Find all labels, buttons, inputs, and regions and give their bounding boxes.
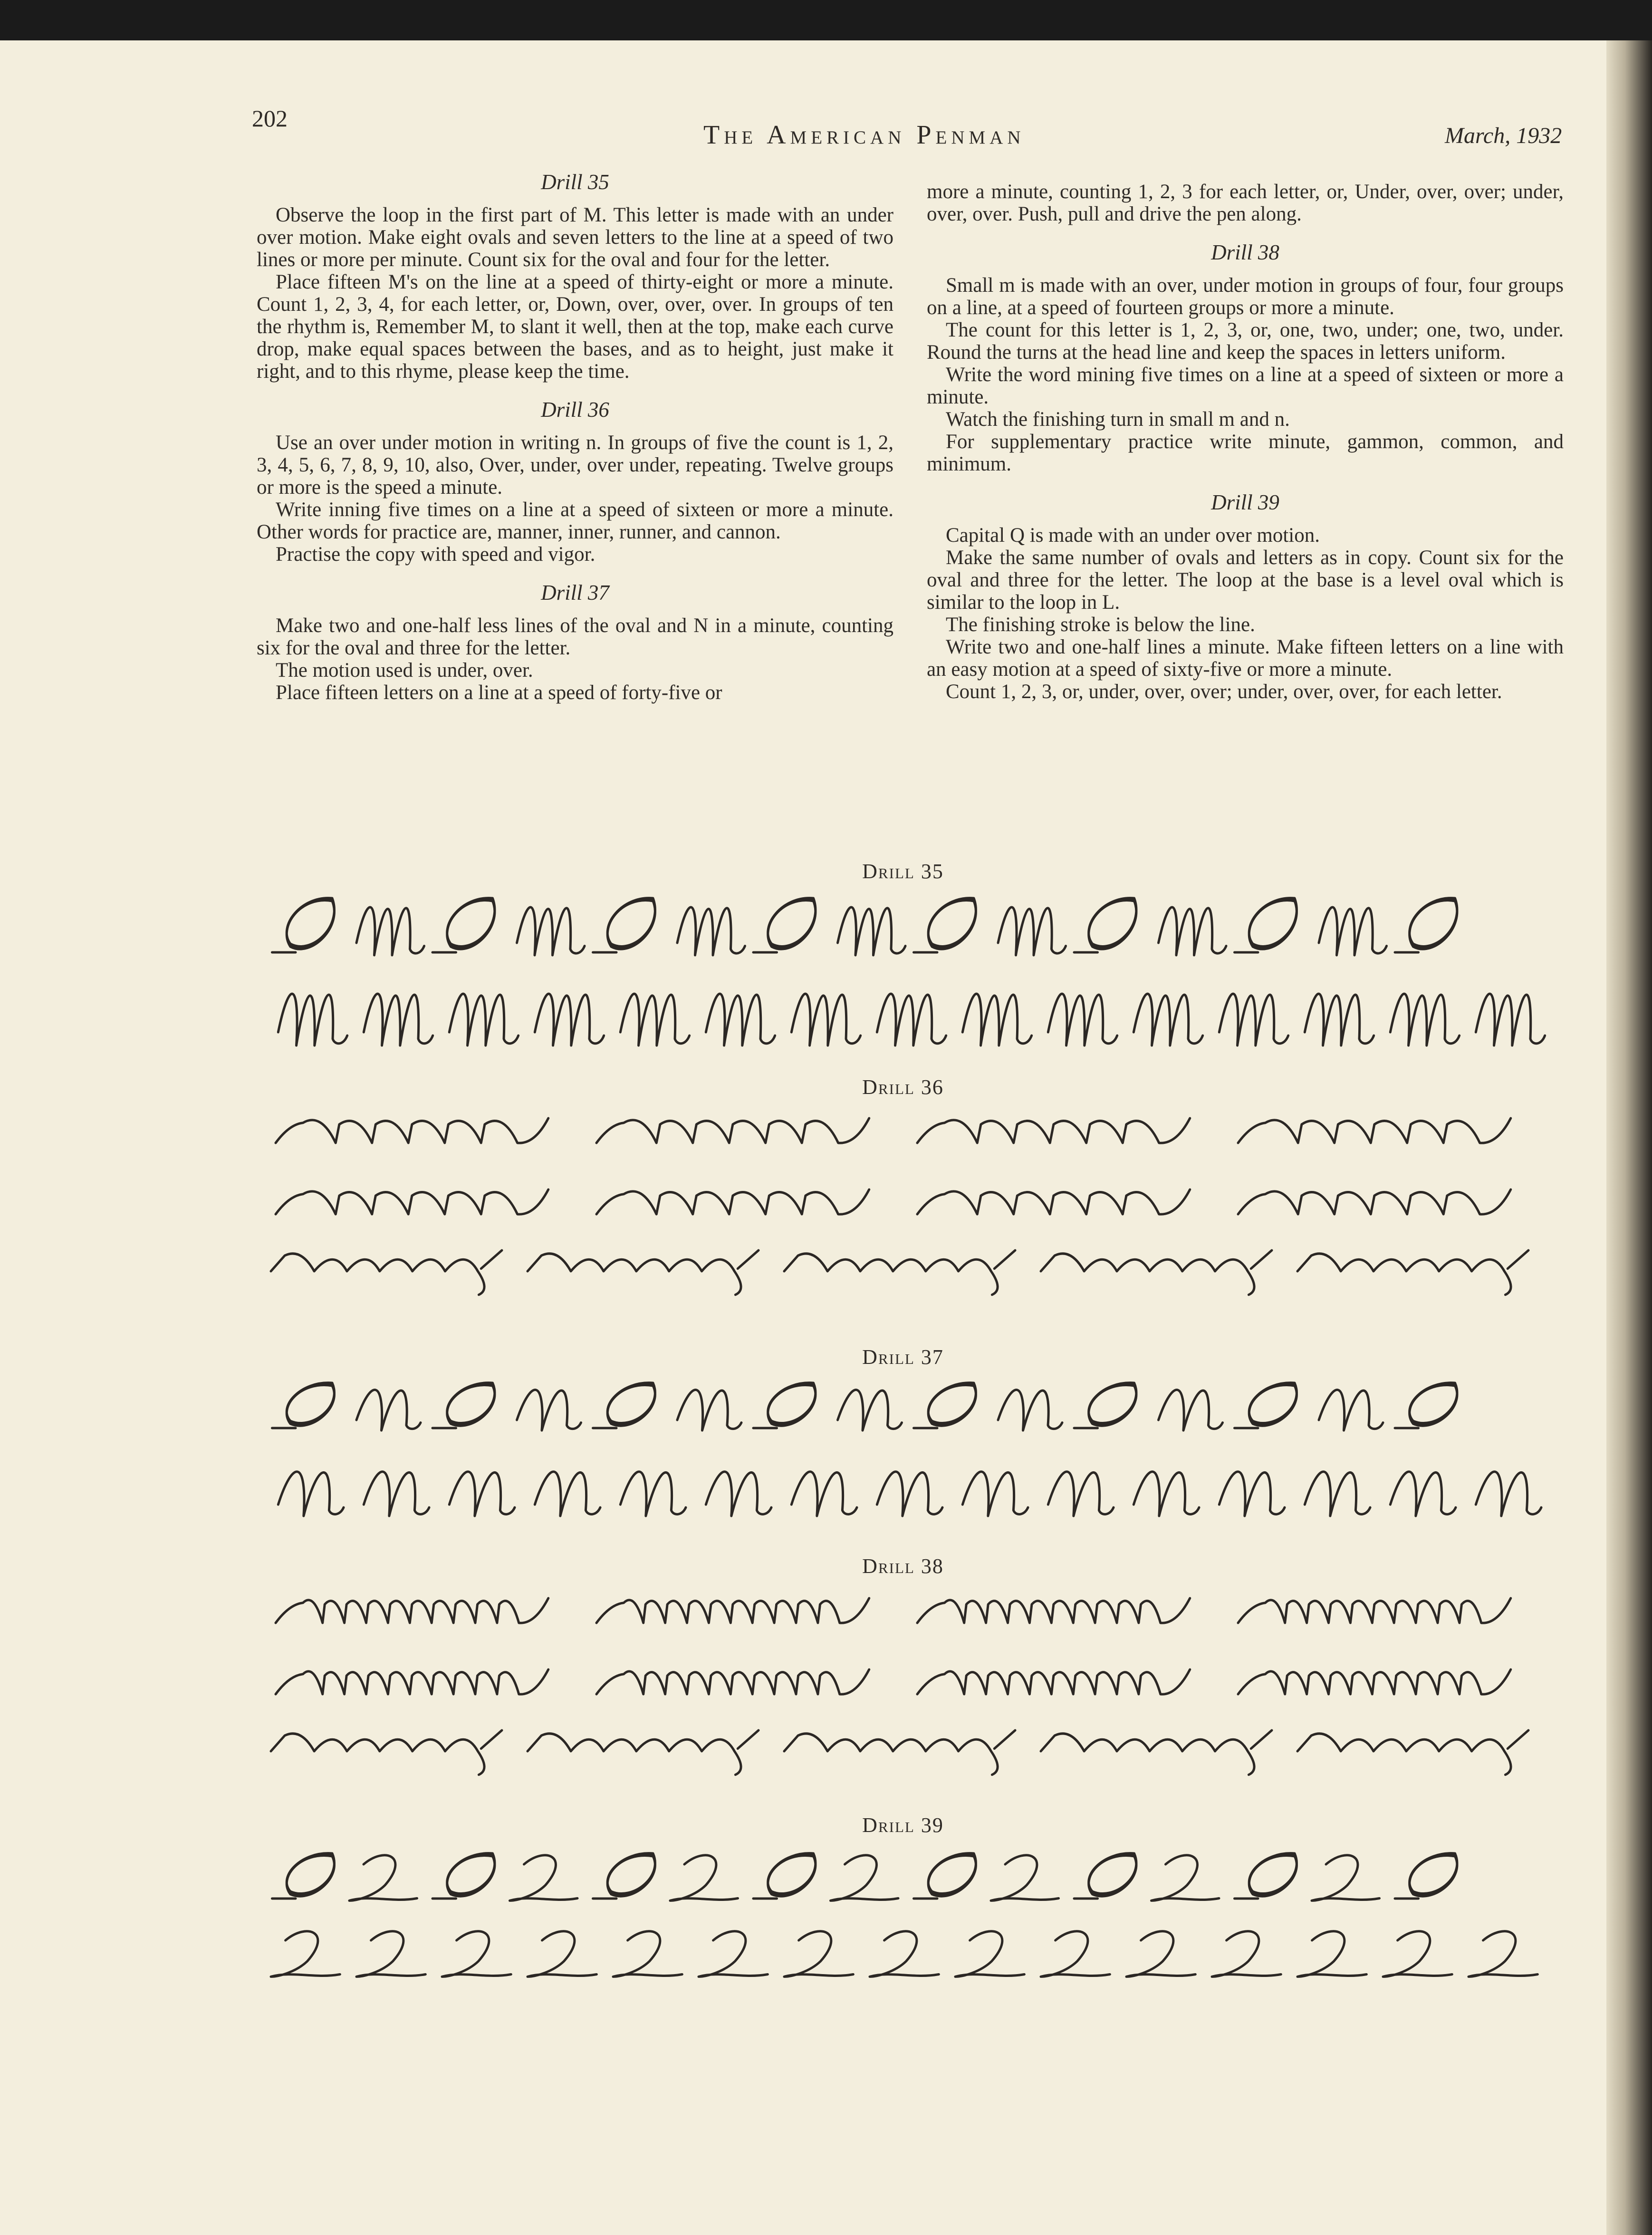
capital-stroke — [1212, 1931, 1281, 1977]
small-letter-stroke — [596, 1598, 869, 1623]
small-letter-stroke — [276, 1598, 548, 1623]
specimen-row — [266, 1583, 1549, 1635]
word-stroke — [1041, 1730, 1272, 1775]
word-stroke — [528, 1250, 759, 1295]
capital-stroke — [1219, 994, 1288, 1046]
oval-stroke — [1395, 1383, 1457, 1428]
capital-stroke — [1383, 1931, 1452, 1977]
specimen-row — [266, 889, 1549, 965]
specimen-row — [266, 1920, 1549, 1986]
oval-stroke — [432, 1853, 495, 1899]
small-letter-stroke — [917, 1598, 1190, 1623]
small-letter-stroke — [1238, 1669, 1511, 1694]
paragraph: Place fifteen M's on the line at a speed of thirty-eight or more a minute. Count 1, 2, 3, 4, for each letter, or, Down, over, over, over. In groups of ten the rhythm is, Remember M, to slant it well, then at the top, make each curve drop, make equal spaces between the bases, and as to height, just make it right, and to this rhyme, please keep the time. — [257, 271, 893, 383]
capital-stroke — [706, 1472, 771, 1516]
capital-stroke — [620, 994, 689, 1046]
capital-stroke — [1159, 907, 1227, 955]
drill-heading: Drill 38 — [1211, 240, 1279, 264]
drill-heading: Drill 39 — [1211, 490, 1279, 514]
oval-stroke — [593, 1853, 655, 1899]
capital-stroke — [1305, 994, 1373, 1046]
word-stroke — [1297, 1730, 1528, 1775]
left-text-column — [257, 171, 893, 704]
drill-36-copy — [266, 1103, 1549, 1297]
drill-37-copy — [266, 1373, 1549, 1525]
word-stroke — [271, 1730, 502, 1775]
specimen-row — [266, 1844, 1549, 1910]
paragraph: The motion used is under, over. — [276, 659, 533, 681]
capital-stroke — [1048, 994, 1117, 1046]
capital-stroke — [364, 1472, 429, 1516]
oval-stroke — [432, 898, 495, 952]
word-stroke — [1041, 1250, 1272, 1295]
small-letter-stroke — [917, 1189, 1190, 1214]
word-stroke — [784, 1730, 1015, 1775]
specimen-row — [266, 1240, 1549, 1297]
oval-stroke — [272, 898, 335, 952]
right-text-column — [927, 181, 1564, 703]
capital-stroke — [364, 994, 432, 1046]
paragraph: Write two and one-half lines a minute. Make fifteen letters on a line with an easy motion at a speed of sixty-five or more a minute. — [927, 636, 1564, 681]
capital-stroke — [1305, 1472, 1370, 1516]
oval-stroke — [272, 1383, 335, 1428]
oval-stroke — [753, 898, 816, 952]
page-number: 202 — [252, 105, 288, 132]
capital-stroke — [1469, 1931, 1537, 1977]
capital-stroke — [962, 1472, 1028, 1516]
paragraph: The finishing stroke is below the line. — [946, 614, 1255, 636]
drill-38-copy — [266, 1583, 1549, 1777]
capital-stroke — [962, 994, 1031, 1046]
paragraph: Practise the copy with speed and vigor. — [276, 543, 595, 566]
capital-stroke — [356, 907, 424, 955]
capital-stroke — [620, 1472, 686, 1516]
capital-stroke — [442, 1931, 511, 1977]
oval-stroke — [1235, 1383, 1297, 1428]
word-stroke — [784, 1250, 1015, 1295]
oval-stroke — [1074, 898, 1136, 952]
capital-stroke — [449, 994, 518, 1046]
capital-stroke — [791, 994, 860, 1046]
paragraph: Watch the finishing turn in small m and n. — [946, 408, 1290, 431]
capital-stroke — [677, 907, 745, 955]
specimen-row — [266, 1720, 1549, 1777]
word-stroke — [528, 1730, 759, 1775]
paragraph: Write the word mining five times on a line at a speed of sixteen or more a minute. — [927, 364, 1564, 408]
specimen-row — [266, 1174, 1549, 1226]
page-edge-shadow — [1606, 40, 1652, 2235]
small-letter-stroke — [596, 1189, 869, 1214]
oval-stroke — [593, 898, 655, 952]
paragraph: Count 1, 2, 3, or, under, over, over; under, over, over, for each letter. — [946, 681, 1502, 703]
capital-stroke — [1159, 1390, 1223, 1430]
specimen-row — [266, 1454, 1549, 1525]
capital-stroke — [998, 907, 1066, 955]
drill-36-caption: Drill 36 — [862, 1075, 944, 1099]
capital-stroke — [877, 1472, 942, 1516]
paragraph: For supplementary practice write minute, gammon, common, and minimum. — [927, 431, 1564, 475]
capital-stroke — [517, 907, 585, 955]
small-letter-stroke — [276, 1189, 548, 1214]
oval-stroke — [272, 1853, 335, 1899]
capital-stroke — [877, 994, 946, 1046]
paragraph: Small m is made with an over, under motion in groups of four, four groups on a line, at a speed of fourteen groups or more a minute. — [927, 274, 1564, 319]
small-letter-stroke — [917, 1118, 1190, 1143]
capital-stroke — [1312, 1855, 1380, 1901]
capital-stroke — [1297, 1931, 1366, 1977]
capital-stroke — [528, 1931, 596, 1977]
drill-38-caption: Drill 38 — [862, 1554, 944, 1578]
capital-stroke — [677, 1390, 741, 1430]
small-letter-stroke — [1238, 1189, 1511, 1214]
capital-stroke — [670, 1855, 738, 1901]
capital-stroke — [278, 994, 347, 1046]
issue-date: March, 1932 — [1445, 123, 1562, 148]
drill-heading: Drill 36 — [541, 398, 609, 422]
capital-stroke — [1219, 1472, 1285, 1516]
capital-stroke — [699, 1931, 768, 1977]
oval-stroke — [1074, 1853, 1136, 1899]
capital-stroke — [955, 1931, 1024, 1977]
specimen-row — [266, 1373, 1549, 1440]
journal-title: The American Penman — [703, 120, 1025, 150]
oval-stroke — [1235, 1853, 1297, 1899]
capital-stroke — [1476, 994, 1545, 1046]
small-letter-stroke — [596, 1669, 869, 1694]
paragraph: Use an over under motion in writing n. In groups of five the count is 1, 2, 3, 4, 5, 6, 7, 8, 9, 10, also, Over, under, over under, repeating. Twelve groups or more is the speed a minute. — [257, 432, 893, 499]
capital-stroke — [1390, 994, 1459, 1046]
specimen-row — [266, 1654, 1549, 1706]
capital-stroke — [349, 1855, 417, 1901]
capital-stroke — [791, 1472, 857, 1516]
capital-stroke — [1126, 1931, 1195, 1977]
small-letter-stroke — [276, 1669, 548, 1694]
capital-stroke — [1152, 1855, 1220, 1901]
small-letter-stroke — [276, 1118, 548, 1143]
drill-35-copy — [266, 889, 1549, 1055]
paragraph: Capital Q is made with an under over motion. — [946, 524, 1320, 547]
specimen-row — [266, 974, 1549, 1055]
capital-stroke — [517, 1390, 581, 1430]
capital-stroke — [1390, 1472, 1456, 1516]
capital-stroke — [1041, 1931, 1110, 1977]
capital-stroke — [449, 1472, 515, 1516]
oval-stroke — [432, 1383, 495, 1428]
small-letter-stroke — [1238, 1118, 1511, 1143]
paragraph: Observe the loop in the first part of M. This letter is made with an under over motion. Make eight ovals and seven letters to the line at a speed of two lines or more per minute. Count six for the oval and four for the letter. — [257, 204, 893, 271]
drill-37-caption: Drill 37 — [862, 1345, 944, 1369]
paragraph: more a minute, counting 1, 2, 3 for each letter, or, Under, over, over; under, over, over. Push, pull and drive the pen along. — [927, 181, 1564, 225]
small-letter-stroke — [596, 1118, 869, 1143]
small-letter-stroke — [917, 1669, 1190, 1694]
capital-stroke — [1319, 1390, 1383, 1430]
capital-stroke — [831, 1855, 899, 1901]
capital-stroke — [1476, 1472, 1541, 1516]
paragraph: The count for this letter is 1, 2, 3, or, one, two, under; one, two, under. Round the turns at the head line and keep the spaces in letters uniform. — [927, 319, 1564, 364]
capital-stroke — [356, 1931, 425, 1977]
capital-stroke — [1133, 1472, 1199, 1516]
capital-stroke — [1048, 1472, 1114, 1516]
capital-stroke — [1319, 907, 1387, 955]
capital-stroke — [991, 1855, 1059, 1901]
capital-stroke — [1133, 994, 1202, 1046]
drill-35-caption: Drill 35 — [862, 860, 944, 883]
capital-stroke — [613, 1931, 682, 1977]
drill-39-copy — [266, 1844, 1549, 1986]
oval-stroke — [914, 1853, 976, 1899]
oval-stroke — [1395, 898, 1457, 952]
paragraph: Write inning five times on a line at a speed of sixteen or more a minute. Other words for practice are, manner, inner, runner, and cannon. — [257, 499, 893, 543]
capital-stroke — [870, 1931, 939, 1977]
paragraph: Make two and one-half less lines of the oval and N in a minute, counting six for the oval and three for the letter. — [257, 614, 893, 659]
drill-heading: Drill 35 — [541, 170, 609, 194]
word-stroke — [1297, 1250, 1528, 1295]
capital-stroke — [838, 907, 906, 955]
specimen-row — [266, 1103, 1549, 1155]
paragraph: Make the same number of ovals and letters as in copy. Count six for the oval and three for the letter. The loop at the base is a level oval which is similar to the loop in L. — [927, 547, 1564, 614]
oval-stroke — [914, 1383, 976, 1428]
capital-stroke — [535, 1472, 600, 1516]
capital-stroke — [838, 1390, 902, 1430]
capital-stroke — [510, 1855, 578, 1901]
drill-39-caption: Drill 39 — [862, 1813, 944, 1837]
oval-stroke — [914, 898, 976, 952]
oval-stroke — [593, 1383, 655, 1428]
oval-stroke — [753, 1853, 816, 1899]
word-stroke — [271, 1250, 502, 1295]
oval-stroke — [753, 1383, 816, 1428]
oval-stroke — [1395, 1853, 1457, 1899]
capital-stroke — [271, 1931, 340, 1977]
small-letter-stroke — [1238, 1598, 1511, 1623]
oval-stroke — [1235, 898, 1297, 952]
drill-heading: Drill 37 — [541, 581, 609, 604]
capital-stroke — [784, 1931, 853, 1977]
capital-stroke — [278, 1472, 344, 1516]
capital-stroke — [706, 994, 775, 1046]
capital-stroke — [535, 994, 604, 1046]
oval-stroke — [1074, 1383, 1136, 1428]
capital-stroke — [356, 1390, 421, 1430]
capital-stroke — [998, 1390, 1062, 1430]
paragraph: Place fifteen letters on a line at a speed of forty-five or — [276, 681, 722, 704]
